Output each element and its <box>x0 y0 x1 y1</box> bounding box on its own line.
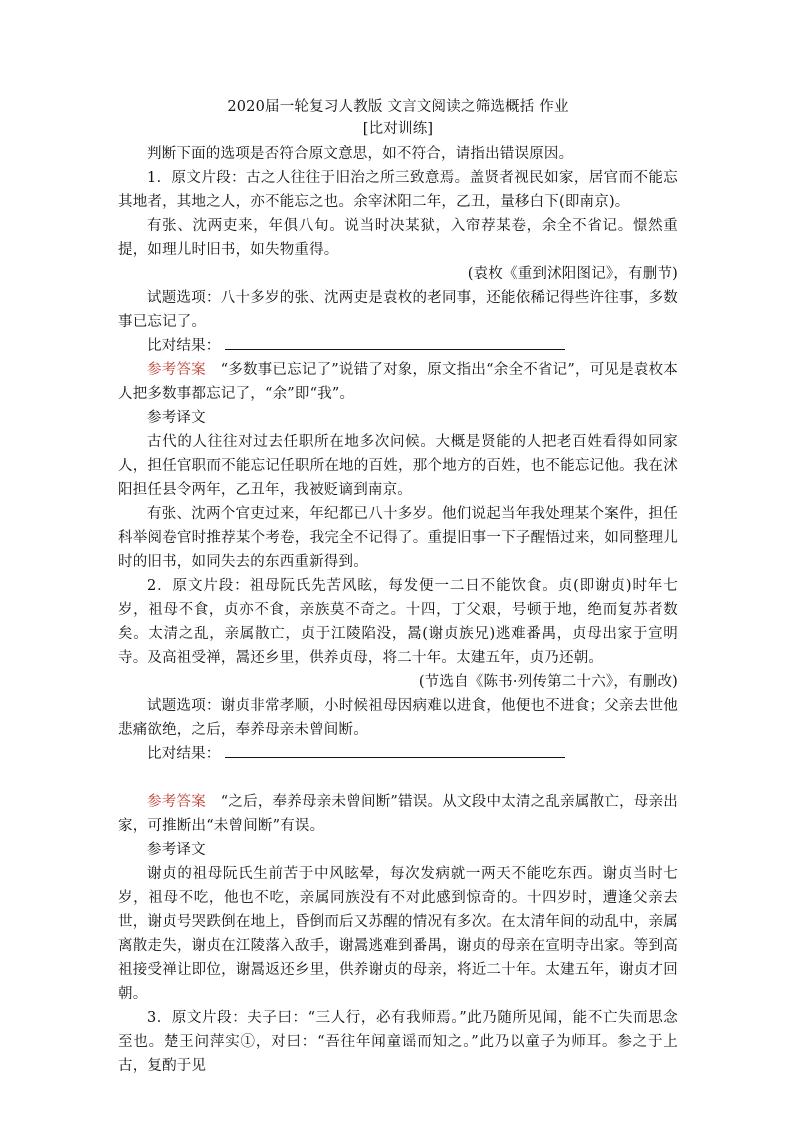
q1-translation-paragraph-1: 古代的人往往对过去任职所在地多次问候。大概是贤能的人把老百姓看得如同家人，担任官职而不能忘记任职所在地的百姓，那个地方的百姓，也不能忘记他。我在沭阳担任县令两年，乙丑年，我被贬谪到南京。 <box>118 434 678 498</box>
instruction: 判断下面的选项是否符合原文意思，如不符合，请指出错误原因。 <box>147 146 574 162</box>
q2-source: (节选自《陈书·列传第二十六》，有删改) <box>418 674 678 690</box>
spacer <box>118 766 678 790</box>
q1-option: 试题选项：八十多岁的张、沈两吏是袁枚的老同事，还能依稀记得些许往事，多数事已忘记了。 <box>118 290 678 330</box>
q1-passage-paragraph-1: 1．原文片段：古之人往往于旧治之所三致意焉。盖贤者视民如家，居官而不能忘其地者，其地之人，亦不能忘之也。余宰沭阳二年，乙丑，量移白下(即南京)。 <box>118 170 678 210</box>
q2-answer <box>118 790 678 838</box>
q3-passage: 3．原文片段：夫子曰：“三人行，必有我师焉。”此乃随所见闻，能不亡失而思念至也。楚王问萍实①，对曰：“吾往年闻童谣而知之。”此乃以童子为师耳。参之于上古，复酌于见 <box>118 1010 678 1074</box>
q2-passage: 2．原文片段：祖母阮氏先苦风眩，每发便一二日不能饮食。贞(即谢贞)时年七岁，祖母不食，贞亦不食，亲族莫不奇之。十四，丁父艰，号顿于地，绝而复苏者数矣。太清之乱，亲属散亡，贞于江陵陷没，暠(谢贞族兄)逃难番禺，贞母出家于宣明寺。及高祖受禅，暠还乡里，供养贞母，将二十年。太建五年，贞乃还朝。 <box>118 578 678 666</box>
q1-result-label: 比对结果： <box>147 338 221 354</box>
q1-result-line <box>118 334 678 358</box>
q2-answer-label: 参考答案 <box>147 794 206 810</box>
q1-answer-label: 参考答案 <box>147 362 206 378</box>
q1-answer <box>118 358 678 406</box>
q2-translation-paragraph: 谢贞的祖母阮氏生前苦于中风眩晕，每次发病就一两天不能吃东西。谢贞当时七岁，祖母不吃，他也不吃，亲属同族没有不对此感到惊奇的。十四岁时，遭逢父亲去世，谢贞号哭跌倒在地上，昏倒而后又苏醒的情况有多次。在太清年间的动乱中，亲属离散走失，谢贞在江陵落入敌手，谢暠逃难到番禺，谢贞的母亲在宣明寺出家。等到高祖接受禅让即位，谢暠返还乡里，供养谢贞的母亲，将近二十年。太建五年，谢贞才回朝。 <box>118 866 678 1002</box>
document-title: 2020届一轮复习人教版 文言文阅读之筛选概括 作业 <box>227 99 569 115</box>
q2-answer-text: “之后，奉养母亲未曾间断”错误。从文段中太清之乱亲属散亡，母亲出家，可推断出“未曾间断”有误。 <box>118 794 679 834</box>
q2-answer-blank[interactable] <box>225 742 565 758</box>
document-body <box>118 96 678 1078</box>
q2-translation-label: 参考译文 <box>147 842 206 858</box>
q2-option: 试题选项：谢贞非常孝顺，小时候祖母因病难以进食，他便也不进食；父亲去世他悲痛欲绝，之后，奉养母亲未曾间断。 <box>118 698 678 738</box>
q1-passage-paragraph-2: 有张、沈两吏来，年俱八旬。说当时决某狱，入帘荐某卷，余全不省记。憬然重提，如理儿时旧书，如失物重得。 <box>118 218 678 258</box>
q1-translation-label: 参考译文 <box>147 410 206 426</box>
q1-source: (袁枚《重到沭阳图记》，有删节) <box>467 266 678 282</box>
q2-result-line <box>118 742 678 766</box>
q1-translation-paragraph-2: 有张、沈两个官吏过来，年纪都已八十多岁。他们说起当年我处理某个案件，担任科举阅卷官时推荐某个考卷，我完全不记得了。重提旧事一下子醒悟过来，如同整理儿时的旧书，如同失去的东西重新得到。 <box>118 506 678 570</box>
q2-result-label: 比对结果： <box>147 746 221 762</box>
q1-answer-blank[interactable] <box>225 334 565 350</box>
q1-answer-text: “多数事已忘记了”说错了对象，原文指出“余全不省记”，可见是袁枚本人把多数事都忘记了，“余”即“我”。 <box>118 362 679 402</box>
section-subtitle: [比对训练] <box>362 121 434 137</box>
